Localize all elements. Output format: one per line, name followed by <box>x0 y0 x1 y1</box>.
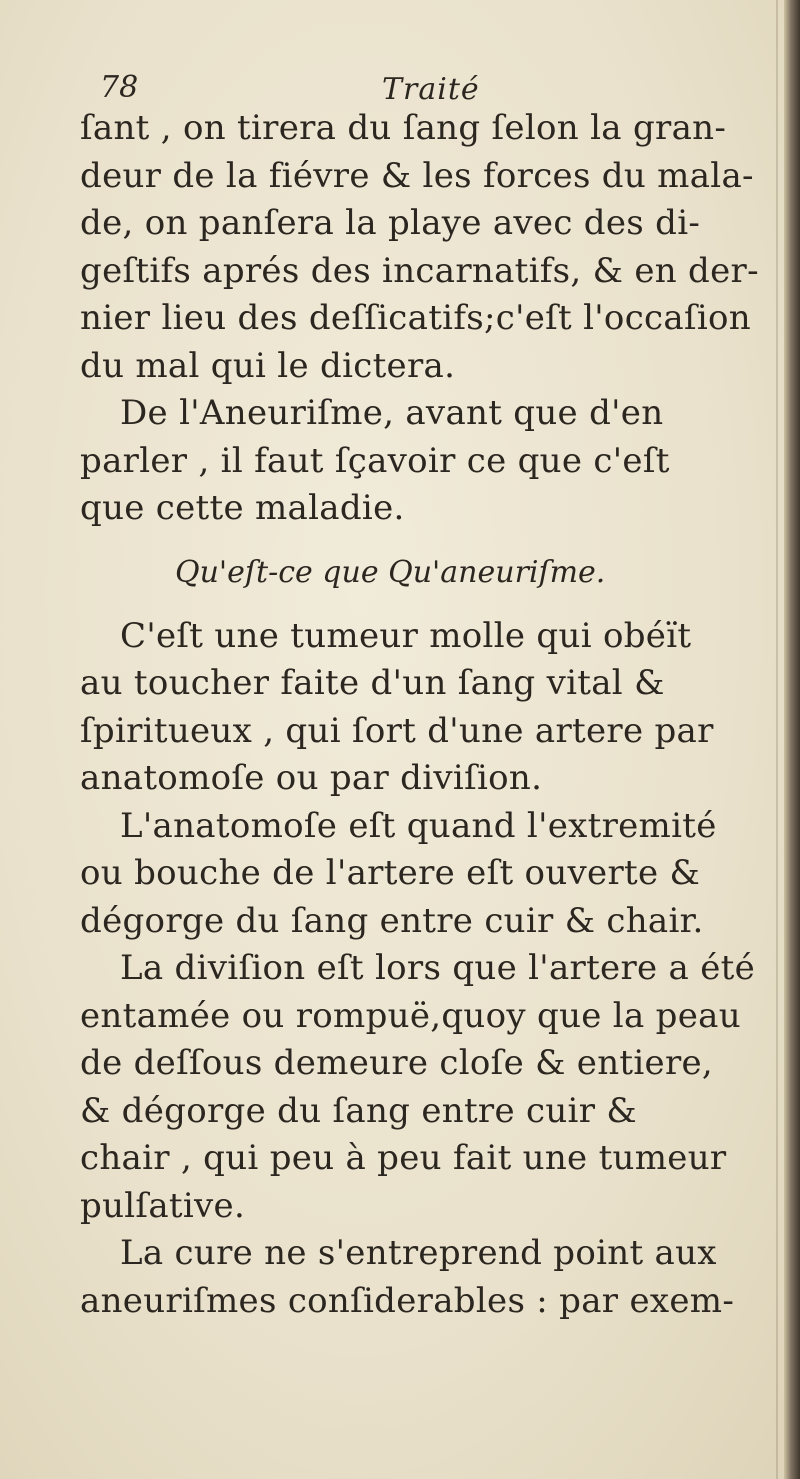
book-gutter <box>784 0 800 1479</box>
text-line: pulſative. <box>80 1185 246 1226</box>
page-crease <box>776 0 778 1479</box>
text-line: anatomoſe ou par diviſion. <box>80 758 543 798</box>
text-line: ou bouche de l'artere eſt ouverte & <box>80 853 701 893</box>
text-line: dégorge du ſang entre cuir & chair. <box>80 900 704 941</box>
text-line: C'eſt une tumeur molle qui obéït <box>120 615 692 656</box>
text-line: geſtifs aprés des incarnatifs, & en der- <box>80 250 759 291</box>
text-line: & dégorge du ſang entre cuir & <box>80 1090 637 1131</box>
text-line: nier lieu des deſſicatifs;c'eſt l'occaſion <box>80 298 751 338</box>
text-line: de deſſous demeure cloſe & entiere, <box>80 1043 714 1083</box>
text-line: parler , il faut ſçavoir ce que c'eſt <box>80 440 670 481</box>
running-head: Traité <box>382 72 480 107</box>
text-line: La cure ne s'entreprend point aux <box>120 1233 717 1273</box>
text-line: chair , qui peu à peu fait une tumeur <box>80 1138 727 1178</box>
text-line: que cette maladie. <box>80 488 405 528</box>
text-line: au toucher faite d'un ſang vital & <box>80 663 665 703</box>
body-text <box>80 105 770 1325</box>
text-line: aneuriſmes conſiderables : par exem- <box>80 1280 735 1321</box>
text-line: ſant , on tirera du ſang ſelon la gran- <box>80 108 727 148</box>
page-number: 78 <box>100 70 139 105</box>
text-line: L'anatomoſe eſt quand l'extremité <box>120 805 717 846</box>
text-line: La diviſion eſt lors que l'artere a été <box>120 948 756 988</box>
section-heading: Qu'eſt-ce que Qu'aneuriſme. <box>175 554 606 590</box>
text-line: deur de la fiévre & les forces du mala- <box>80 155 754 196</box>
text-line: ſpiritueux , qui ſort d'une artere par <box>80 710 714 751</box>
text-line: entamée ou rompuë,quoy que la peau <box>80 995 741 1036</box>
text-line: De l'Aneuriſme, avant que d'en <box>120 393 664 433</box>
text-line: du mal qui le dictera. <box>80 345 456 386</box>
text-line: de, on panſera la playe avec des di- <box>80 203 701 243</box>
